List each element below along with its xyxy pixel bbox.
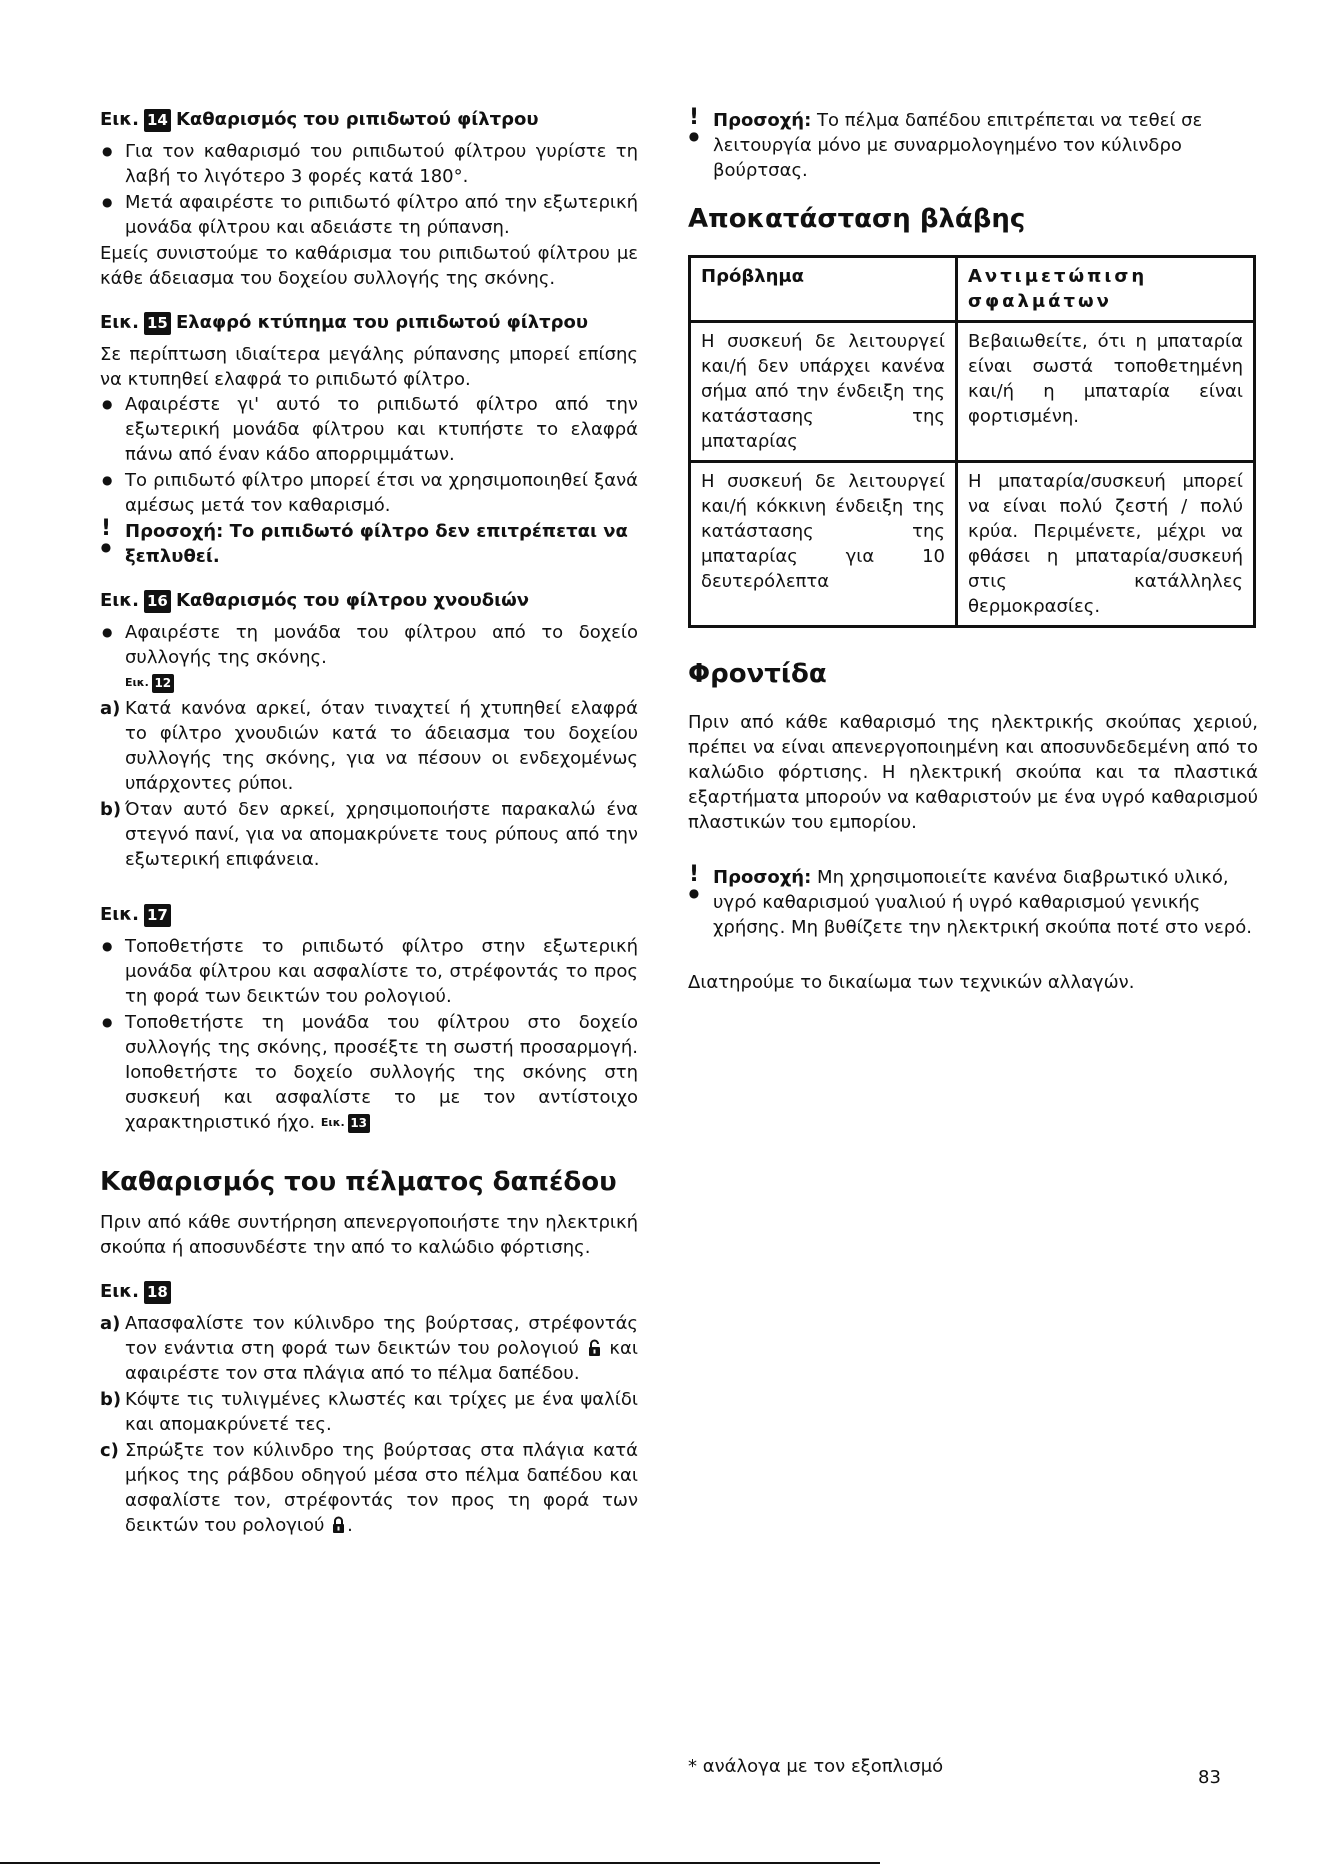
fig-number-badge: 13 (348, 1114, 370, 1133)
fig17-heading (100, 903, 638, 927)
fig-prefix: Εικ. (100, 904, 139, 925)
list-item: ● Τοποθετήστε το ριπιδωτό φίλτρο στην εξωτερική μονάδα φίλτρου και ασφαλίστε το, στρέφοντάς το προς τη φορά των δεικτών του ρολογιού. (100, 934, 638, 1009)
floor-caution (688, 105, 1258, 183)
fig14-paragraph: Εμείς συνιστούμε το καθάρισμα του ριπιδωτού φίλτρου με κάθε άδειασμα του δοχείου συλλογής της σκόνης. (100, 243, 638, 289)
list-item: ● Μετά αφαιρέστε το ριπιδωτό φίλτρο από την εξωτερική μονάδα φίλτρου και αδειάστε τη ρύπανση. (100, 190, 638, 240)
fig17-bullets (100, 934, 638, 1135)
care-section-title: Φροντίδα (688, 659, 827, 689)
right-column (688, 105, 1258, 995)
step-item (100, 1387, 638, 1437)
warning-icon: ! ● (688, 105, 700, 143)
column-header-problem: Πρόβλημα (690, 257, 957, 322)
fig15-caution (100, 516, 638, 569)
caution-label: Προσοχή: (125, 521, 224, 542)
fig-number-badge: 14 (144, 109, 171, 132)
step-text: Όταν αυτό δεν αρκεί, χρησιμοποιήστε παρακαλώ ένα στεγνό πανί, για να απομακρύνετε τους ρύπους από την εξωτερική επιφάνεια. (125, 799, 638, 870)
fig-prefix: Εικ. (100, 1281, 139, 1302)
fig12-reference (125, 674, 174, 693)
table-cell-problem: Η συσκευή δε λειτουργεί και/ή δεν υπάρχει κανένα σήμα από την ένδειξη της κατάστασης της μπαταρίας (690, 322, 957, 462)
list-item: ● Το ριπιδωτό φίλτρο μπορεί έτσι να χρησιμοποιηθεί ξανά αμέσως μετά τον καθαρισμό. (100, 468, 638, 518)
table-cell-problem: Η συσκευή δε λειτουργεί και/ή κόκκινη ένδειξη της κατάστασης της μπαταρίας για 10 δευτερόλεπτα (690, 462, 957, 627)
fig-prefix: Εικ. (100, 312, 139, 333)
floor-section-title: Καθαρισμός του πέλματος δαπέδου (100, 1167, 617, 1197)
fig18-steps (100, 1311, 638, 1538)
step-text: Σπρώξτε τον κύλινδρο της βούρτσας στα πλάγια κατά μήκος της ράβδου οδηγού μέσα στο πέλμα δαπέδου και ασφαλίστε τον, στρέφοντάς τον προς τη φορά των δεικτών του ρολογιού (125, 1440, 638, 1536)
repair-section-title: Αποκατάσταση βλάβης (688, 204, 1026, 234)
fig15-bullets (100, 392, 638, 518)
list-item: ● Αφαιρέστε γι' αυτό το ριπιδωτό φίλτρο από την εξωτερική μονάδα φίλτρου και κτυπήστε το ελαφρά πάνω από έναν κάδο απορριμμάτων. (100, 392, 638, 467)
fig-prefix: Εικ. (320, 1116, 345, 1129)
caution-label: Προσοχή: (713, 867, 812, 888)
table-row (690, 322, 1255, 462)
step-letter: a) (100, 1313, 121, 1334)
fig-number-badge: 17 (144, 904, 171, 927)
fig-prefix: Εικ. (100, 590, 139, 611)
fig-prefix: Εικ. (125, 676, 149, 689)
table-cell-solution: Βεβαιωθείτε, ότι η μπαταρία είναι σωστά τοποθετημένη και/ή η μπαταρία είναι φορτισμένη. (957, 322, 1255, 462)
column-header-solution: Αντιμετώπιση σφαλμάτων (957, 257, 1255, 322)
fig-title: Καθαρισμός του ριπιδωτού φίλτρου (175, 109, 539, 130)
step-item (100, 797, 638, 872)
step-item (100, 696, 638, 796)
fig14-bullets (100, 139, 638, 240)
warning-icon: ! ● (688, 862, 700, 900)
step-text-continued: . (347, 1515, 353, 1536)
troubleshooting-table (688, 255, 1256, 628)
step-text: Κόψτε τις τυλιγμένες κλωστές και τρίχες με ένα ψαλίδι και απομακρύνετέ τες. (125, 1389, 638, 1435)
fig-title: Ελαφρό κτύπημα του ριπιδωτού φίλτρου (175, 312, 589, 333)
page-number: 83 (1198, 1767, 1221, 1788)
fig15-heading (100, 311, 638, 335)
step-letter: b) (100, 1389, 122, 1410)
fig13-reference (321, 1114, 370, 1133)
list-item (100, 1010, 638, 1135)
step-text-continued: και αφαιρέστε τον στα πλάγια από το πέλμα δαπέδου. (125, 1338, 638, 1384)
table-header-row (690, 257, 1255, 322)
list-item: ● Για τον καθαρισμό του ριπιδωτού φίλτρου γυρίστε τη λαβή το λιγότερο 3 φορές κατά 180°. (100, 139, 638, 189)
fig-number-badge: 18 (144, 1281, 171, 1304)
caution-text: Προσοχή: Το ριπιδωτό φίλτρο δεν επιτρέπεται να ξεπλυθεί. (125, 521, 628, 567)
fig16-steps (100, 696, 638, 872)
fig-number-badge: 15 (144, 312, 171, 335)
fig-title: Καθαρισμός του φίλτρου χνουδιών (175, 590, 530, 611)
step-item (100, 1311, 638, 1386)
list-item-text: Αφαιρέστε τη μονάδα του φίλτρου από το δοχείο συλλογής της σκόνης. (125, 622, 638, 668)
step-item (100, 1438, 638, 1538)
fig18-heading (100, 1280, 638, 1304)
lock-icon (332, 1516, 345, 1534)
floor-paragraph: Πριν από κάθε συντήρηση απενεργοποιήστε την ηλεκτρική σκούπα ή αποσυνδέστε την από το καλώδιο φόρτισης. (100, 1212, 638, 1258)
care-caution (688, 862, 1258, 940)
fig14-heading (100, 108, 638, 132)
left-column (100, 108, 638, 1539)
step-letter: b) (100, 799, 122, 820)
unlock-icon (588, 1339, 601, 1357)
list-item-text: Τοποθετήστε τη μονάδα του φίλτρου στο δοχείο συλλογής της σκόνης, προσέξτε τη σωστή προσαρμογή. Ιοποθετήστε το δοχείο συλλογής της σκόνης στη συσκευή και ασφαλίστε το με τον αντίστοιχο χαρακτηριστικό ήχο. (125, 1012, 638, 1133)
step-letter: c) (100, 1440, 119, 1461)
caution-text: Προσοχή: Μη χρησιμοποιείτε κανένα διαβρωτικό υλικό, υγρό καθαρισμού γυαλιού ή υγρό καθαρισμού γενικής χρήσης. Μη βυθίζετε την ηλεκτρική σκούπα ποτέ στο νερό. (713, 867, 1252, 938)
bottom-divider (0, 1862, 880, 1864)
caution-label: Προσοχή: (713, 110, 812, 131)
warning-icon: ! ● (100, 516, 112, 554)
caution-text: Προσοχή: Το πέλμα δαπέδου επιτρέπεται να τεθεί σε λειτουργία μόνο με συναρμολογημένο τον κύλινδρο βούρτσας. (713, 110, 1203, 181)
fig16-bullets (100, 620, 638, 695)
step-letter: a) (100, 698, 121, 719)
fig16-heading (100, 589, 638, 613)
fig-prefix: Εικ. (100, 109, 139, 130)
step-text: Απασφαλίστε τον κύλινδρο της βούρτσας, στρέφοντάς τον ενάντια στη φορά των δεικτών του ρολογιού (125, 1313, 638, 1359)
footnote: * ανάλογα με τον εξοπλισμό (688, 1756, 944, 1777)
fig-number-badge: 12 (152, 674, 174, 693)
fig15-paragraph: Σε περίπτωση ιδιαίτερα μεγάλης ρύπανσης μπορεί επίσης να κτυπηθεί ελαφρά το ριπιδωτό φίλτρο. (100, 344, 638, 390)
table-row (690, 462, 1255, 627)
list-item (100, 620, 638, 695)
table-cell-solution: Η μπαταρία/συσκευή μπορεί να είναι πολύ ζεστή / πολύ κρύα. Περιμένετε, μέχρι να φθάσει η μπαταρία/συσκευή στις κατάλληλες θερμοκρασίες. (957, 462, 1255, 627)
care-paragraph: Πριν από κάθε καθαρισμό της ηλεκτρικής σκούπας χεριού, πρέπει να είναι απενεργοποιημένη και αποσυνδεδεμένη από το καλώδιο φόρτισης. Η ηλεκτρική σκούπα και τα πλαστικά εξαρτήματα μπορούν να καθαριστούν με ένα υγρό καθαρισμού πλαστικών του εμπορίου. (688, 712, 1258, 833)
fig-number-badge: 16 (144, 590, 171, 613)
step-text: Κατά κανόνα αρκεί, όταν τιναχτεί ή χτυπηθεί ελαφρά το φίλτρο χνουδιών κατά το άδειασμα του δοχείου συλλογής της σκόνης, για να πέσουν οι ενδεχομένως υπάρχοντες ρύποι. (125, 698, 638, 794)
rights-notice: Διατηρούμε το δικαίωμα των τεχνικών αλλαγών. (688, 972, 1135, 993)
